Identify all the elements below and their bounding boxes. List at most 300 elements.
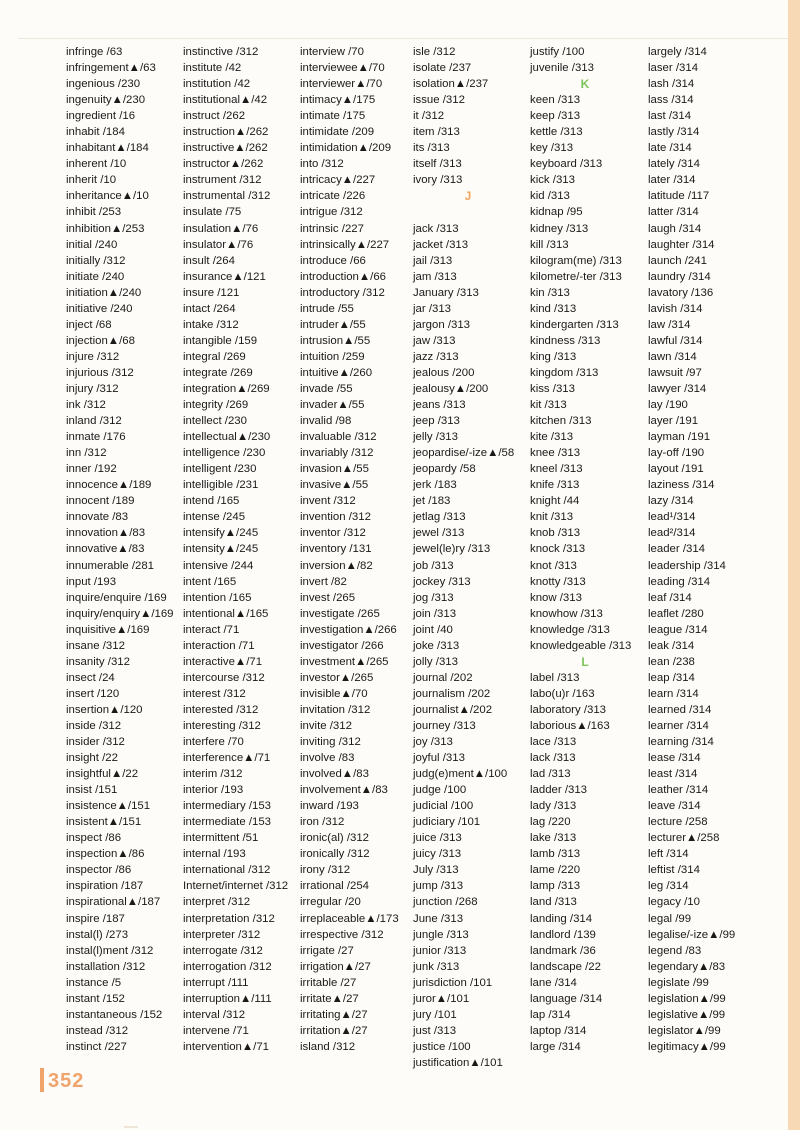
index-entry: issue /312 <box>413 94 465 107</box>
index-entry: laborious▲/163 <box>530 719 610 732</box>
index-entry: layman /191 <box>648 431 711 444</box>
index-entry: lamb /313 <box>530 848 581 861</box>
index-entry: legacy /10 <box>648 896 700 909</box>
index-entry: innovate /83 <box>66 511 129 524</box>
index-entry: journalist▲/202 <box>413 703 493 716</box>
index-entry: insert /120 <box>66 687 120 700</box>
index-entry: keyboard /313 <box>530 158 603 171</box>
index-entry: insurance▲/121 <box>183 270 266 283</box>
index-entry: journalism /202 <box>413 687 491 700</box>
section-letter: K <box>580 77 590 92</box>
index-entry: intervene /71 <box>183 1024 249 1037</box>
index-entry: kidnap /95 <box>530 206 583 219</box>
index-entry: jet /183 <box>413 495 451 508</box>
index-entry: leading /314 <box>648 575 711 588</box>
index-entry: invest /265 <box>300 591 356 604</box>
section-letter: L <box>581 654 589 669</box>
index-entry: insight /22 <box>66 752 118 765</box>
index-entry: initially /312 <box>66 254 126 267</box>
index-entry: inspector /86 <box>66 864 132 877</box>
index-entry: infringement▲/63 <box>66 62 156 75</box>
index-entry: kilometre/-ter /313 <box>530 270 622 283</box>
index-entry: jar /313 <box>413 302 451 315</box>
index-entry: justification▲/101 <box>413 1056 503 1069</box>
index-entry: knife /313 <box>530 479 580 492</box>
index-column-1 <box>66 44 174 1055</box>
index-entry: last /314 <box>648 110 692 123</box>
index-entry: itself /313 <box>413 158 462 171</box>
index-entry: interference▲/71 <box>183 752 271 765</box>
index-column-3 <box>300 44 399 1055</box>
index-entry: legend /83 <box>648 944 702 957</box>
index-entry: intend /165 <box>183 495 240 508</box>
index-entry: language /314 <box>530 992 603 1005</box>
index-entry: integrate /269 <box>183 366 253 379</box>
index-entry: jurisdiction /101 <box>413 976 493 989</box>
index-entry: it /312 <box>413 110 445 123</box>
index-entry: insightful▲/22 <box>66 768 139 781</box>
index-entry: least /314 <box>648 768 698 781</box>
index-entry: largely /314 <box>648 46 707 58</box>
index-entry: intrusion▲/55 <box>300 334 371 347</box>
index-entry: insistent▲/151 <box>66 816 142 829</box>
index-entry: interviewer▲/70 <box>300 78 383 91</box>
index-entry: jaw /313 <box>413 334 456 347</box>
index-entry: interview /70 <box>300 46 364 58</box>
index-entry: journey /313 <box>413 719 476 732</box>
index-entry: innovation▲/83 <box>66 527 146 540</box>
index-entry: inherent /10 <box>66 158 127 171</box>
index-entry: intricacy▲/227 <box>300 174 376 187</box>
index-entry: institution /42 <box>183 78 251 91</box>
index-entry: June /313 <box>413 912 464 925</box>
index-entry: interest /312 <box>183 687 246 700</box>
index-entry: instructive▲/262 <box>183 142 268 155</box>
index-entry: lace /313 <box>530 736 577 749</box>
index-entry: invitation /312 <box>300 703 371 716</box>
index-entry: interpretation /312 <box>183 912 275 925</box>
index-entry: leg /314 <box>648 880 689 893</box>
index-entry: inhibition▲/253 <box>66 222 145 235</box>
index-entry: intimidation▲/209 <box>300 142 392 155</box>
index-entry: knee /313 <box>530 447 581 460</box>
index-entry: invaluable /312 <box>300 431 377 444</box>
index-entry: integration▲/269 <box>183 382 270 395</box>
index-entry: July /313 <box>413 864 459 877</box>
index-column-6 <box>648 44 735 1055</box>
index-entry: intricate /226 <box>300 190 366 203</box>
index-entry: kneel /313 <box>530 463 583 476</box>
index-entry: lead¹/314 <box>648 511 696 524</box>
index-entry: intentional▲/165 <box>183 607 269 620</box>
index-entry: lane /314 <box>530 976 577 989</box>
index-entry: irritate▲/27 <box>300 992 359 1005</box>
index-entry: junk /313 <box>413 960 460 973</box>
index-entry: instance /5 <box>66 976 122 989</box>
index-entry: judge /100 <box>413 784 467 797</box>
index-entry: lad /313 <box>530 768 571 781</box>
index-entry: insist /151 <box>66 784 118 797</box>
index-entry: input /193 <box>66 575 117 588</box>
index-entry: intelligent /230 <box>183 463 257 476</box>
index-entry: intrinsic /227 <box>300 222 364 235</box>
index-entry: its /313 <box>413 142 450 155</box>
index-entry: intensive /244 <box>183 559 254 572</box>
index-entry: irregular /20 <box>300 896 361 909</box>
index-entry: international /312 <box>183 864 271 877</box>
index-entry: jealousy▲/200 <box>413 382 489 395</box>
index-entry: just /313 <box>413 1024 457 1037</box>
index-entry: labo(u)r /163 <box>530 687 595 700</box>
index-entry: laziness /314 <box>648 479 715 492</box>
section-gap <box>413 204 523 220</box>
index-entry: intellectual▲/230 <box>183 431 271 444</box>
index-entry: joke /313 <box>413 639 460 652</box>
index-entry: irritable /27 <box>300 976 357 989</box>
index-entry: kind /313 <box>530 302 577 315</box>
index-entry: initial /240 <box>66 238 118 251</box>
index-entry: investigate /265 <box>300 607 380 620</box>
index-entry: inmate /176 <box>66 431 126 444</box>
page-edge-strip <box>788 0 800 1130</box>
index-entry: learning /314 <box>648 736 714 749</box>
index-entry: legitimacy▲/99 <box>648 1040 726 1053</box>
index-entry: intangible /159 <box>183 334 258 347</box>
index-entry: intrude /55 <box>300 302 354 315</box>
index-entry: inquisitive▲/169 <box>66 623 150 636</box>
index-column-2 <box>183 44 288 1055</box>
index-entry: irreplaceable▲/173 <box>300 912 399 925</box>
index-entry: judg(e)ment▲/100 <box>413 768 508 781</box>
index-entry: Internet/internet /312 <box>183 880 289 893</box>
index-entry: knit /313 <box>530 511 574 524</box>
index-entry: inland /312 <box>66 415 122 428</box>
index-entry: lawful /314 <box>648 334 703 347</box>
index-entry: intercourse /312 <box>183 671 265 684</box>
index-entry: instantaneous /152 <box>66 1008 163 1021</box>
index-entry: invasive▲/55 <box>300 479 369 492</box>
index-entry: kettle /313 <box>530 126 583 139</box>
index-entry: justice /100 <box>413 1040 471 1053</box>
index-entry: interior /193 <box>183 784 244 797</box>
index-entry: joy /313 <box>413 736 453 749</box>
index-entry: legislator▲/99 <box>648 1024 721 1037</box>
index-entry: juvenile /313 <box>530 62 594 75</box>
index-entry: irrespective /312 <box>300 928 384 941</box>
index-entry: lazy /314 <box>648 495 694 508</box>
index-entry: ironic(al) /312 <box>300 832 370 845</box>
index-entry: join /313 <box>413 607 457 620</box>
index-entry: inspect /86 <box>66 832 122 845</box>
index-entry: inversion▲/82 <box>300 559 373 572</box>
index-entry: infringe /63 <box>66 46 123 58</box>
index-entry: jail /313 <box>413 254 453 267</box>
index-entry: league /314 <box>648 623 708 636</box>
index-entry: irrigation▲/27 <box>300 960 371 973</box>
index-entry: interviewee▲/70 <box>300 62 385 75</box>
index-entry: lean /238 <box>648 655 695 668</box>
index-entry: kiss /313 <box>530 382 575 395</box>
index-entry: inquire/enquire /169 <box>66 591 167 604</box>
index-entry: jeep /313 <box>413 415 460 428</box>
index-entry: knob /313 <box>530 527 581 540</box>
index-entry: instal(l) /273 <box>66 928 129 941</box>
index-entry: kindness /313 <box>530 334 601 347</box>
index-entry: injection▲/68 <box>66 334 135 347</box>
index-entry: installation /312 <box>66 960 146 973</box>
index-entry: judicial /100 <box>413 800 474 813</box>
index-entry: intrinsically▲/227 <box>300 238 390 251</box>
index-entry: inhibit /253 <box>66 206 122 219</box>
index-entry: lame /220 <box>530 864 581 877</box>
index-entry: intimidate /209 <box>300 126 375 139</box>
index-entry: investigator /266 <box>300 639 384 652</box>
index-entry: lash /314 <box>648 78 695 91</box>
index-entry: joint /40 <box>413 623 453 636</box>
index-entry: internal /193 <box>183 848 246 861</box>
index-entry: laugh /314 <box>648 222 702 235</box>
index-entry: instrumental /312 <box>183 190 271 203</box>
index-entry: jazz /313 <box>413 350 459 363</box>
index-entry: invite /312 <box>300 719 352 732</box>
index-entry: intense /245 <box>183 511 246 524</box>
page-number: 352 <box>48 1070 85 1092</box>
index-entry: jelly /313 <box>413 431 458 444</box>
index-entry: leave /314 <box>648 800 701 813</box>
index-entry: judiciary /101 <box>413 816 481 829</box>
index-entry: innocence▲/189 <box>66 479 152 492</box>
index-entry: ingenuity▲/230 <box>66 94 146 107</box>
index-entry: knight /44 <box>530 495 580 508</box>
index-entry: interact /71 <box>183 623 240 636</box>
index-entry: laundry /314 <box>648 270 711 283</box>
index-entry: legal /99 <box>648 912 692 925</box>
index-entry: lack /313 <box>530 752 576 765</box>
index-entry: jewel /313 <box>413 527 465 540</box>
index-entry: insult /264 <box>183 254 235 267</box>
index-entry: ink /312 <box>66 399 106 412</box>
index-entry: inner /192 <box>66 463 117 476</box>
index-entry: interesting /312 <box>183 719 261 732</box>
index-entry: interpret /312 <box>183 896 251 909</box>
index-entry: jargon /313 <box>413 318 470 331</box>
index-entry: leaflet /280 <box>648 607 704 620</box>
index-entry: label /313 <box>530 671 580 684</box>
bottom-dash <box>124 1126 138 1128</box>
index-entry: ingredient /16 <box>66 110 136 123</box>
index-entry: lady /313 <box>530 800 577 813</box>
index-entry: invade /55 <box>300 382 353 395</box>
index-entry: lecturer▲/258 <box>648 832 720 845</box>
index-entry: insistence▲/151 <box>66 800 151 813</box>
index-entry: learned /314 <box>648 703 712 716</box>
index-entry: instant /152 <box>66 992 125 1005</box>
index-entry: inspirational▲/187 <box>66 896 161 909</box>
index-entry: kite /313 <box>530 431 574 444</box>
index-entry: insulation▲/76 <box>183 222 259 235</box>
index-entry: intention /165 <box>183 591 252 604</box>
index-entry: large /314 <box>530 1040 581 1053</box>
index-entry: interactive▲/71 <box>183 655 263 668</box>
index-entry: invisible▲/70 <box>300 687 368 700</box>
index-entry: knowledgeable /313 <box>530 639 632 652</box>
index-entry: invader▲/55 <box>300 399 365 412</box>
index-entry: lately /314 <box>648 158 700 171</box>
index-entry: insect /24 <box>66 671 115 684</box>
index-entry: integrity /269 <box>183 399 249 412</box>
index-entry: inn /312 <box>66 447 107 460</box>
index-entry: keep /313 <box>530 110 581 123</box>
index-entry: injurious /312 <box>66 366 134 379</box>
index-entry: insertion▲/120 <box>66 703 143 716</box>
index-entry: innocent /189 <box>66 495 135 508</box>
index-entry: jack /313 <box>413 222 459 235</box>
index-entry: invalid /98 <box>300 415 352 428</box>
index-entry: insider /312 <box>66 736 125 749</box>
index-entry: lamp /313 <box>530 880 581 893</box>
index-entry: intrigue /312 <box>300 206 363 219</box>
index-entry: institute /42 <box>183 62 242 75</box>
index-entry: kingdom /313 <box>530 366 599 379</box>
index-entry: leftist /314 <box>648 864 700 877</box>
index-entry: interaction /71 <box>183 639 255 652</box>
index-entry: leader /314 <box>648 543 705 556</box>
index-entry: January /313 <box>413 286 479 299</box>
index-column-4 <box>413 44 523 1071</box>
index-entry: kick /313 <box>530 174 575 187</box>
index-entry: jerk /183 <box>413 479 457 492</box>
index-entry: laughter /314 <box>648 238 715 251</box>
index-entry: jockey /313 <box>413 575 471 588</box>
index-entry: irrigate /27 <box>300 944 354 957</box>
index-entry: introduce /66 <box>300 254 366 267</box>
index-entry: intermittent /51 <box>183 832 259 845</box>
index-entry: insulate /75 <box>183 206 242 219</box>
index-entry: interruption▲/111 <box>183 992 272 1005</box>
index-entry: instinct /227 <box>66 1040 127 1053</box>
index-entry: leaf /314 <box>648 591 692 604</box>
index-entry: involved▲/83 <box>300 768 369 781</box>
index-entry: knowledge /313 <box>530 623 610 636</box>
index-entry: kit /313 <box>530 399 567 412</box>
index-entry: landscape /22 <box>530 960 601 973</box>
index-entry: jacket /313 <box>413 238 469 251</box>
index-entry: inject /68 <box>66 318 112 331</box>
index-entry: inhabit /184 <box>66 126 125 139</box>
index-entry: inside /312 <box>66 719 122 732</box>
index-entry: interrupt /111 <box>183 976 249 989</box>
index-entry: injure /312 <box>66 350 120 363</box>
index-entry: learn /314 <box>648 687 699 700</box>
index-entry: lawsuit /97 <box>648 366 702 379</box>
index-entry: inspire /187 <box>66 912 125 925</box>
index-entry: lay /190 <box>648 399 688 412</box>
index-entry: kid /313 <box>530 190 570 203</box>
index-entry: intermediary /153 <box>183 800 272 813</box>
index-entry: kill /313 <box>530 238 569 251</box>
index-entry: law /314 <box>648 318 691 331</box>
index-entry: isle /312 <box>413 46 456 58</box>
index-entry: joyful /313 <box>413 752 465 765</box>
index-entry: invariably /312 <box>300 447 374 460</box>
index-entry: instrument /312 <box>183 174 262 187</box>
index-entry: journal /202 <box>413 671 473 684</box>
index-entry: inventor /312 <box>300 527 366 540</box>
index-entry: initiation▲/240 <box>66 286 142 299</box>
index-entry: juicy /313 <box>413 848 462 861</box>
index-entry: justify /100 <box>530 46 585 58</box>
index-entry: kidney /313 <box>530 222 589 235</box>
index-entry: leather /314 <box>648 784 709 797</box>
index-entry: legendary▲/83 <box>648 960 726 973</box>
index-entry: intuitive▲/260 <box>300 366 373 379</box>
index-entry: inspection▲/86 <box>66 848 145 861</box>
index-entry: keen /313 <box>530 94 581 107</box>
index-entry: laser /314 <box>648 62 699 75</box>
index-entry: invent /312 <box>300 495 356 508</box>
index-entry: jury /101 <box>413 1008 457 1021</box>
index-entry: lastly /314 <box>648 126 700 139</box>
index-entry: leak /314 <box>648 639 695 652</box>
index-entry: intuition /259 <box>300 350 365 363</box>
index-entry: inquiry/enquiry▲/169 <box>66 607 174 620</box>
index-entry: intermediate /153 <box>183 816 272 829</box>
index-entry: intact /264 <box>183 302 236 315</box>
section-letter: J <box>464 189 472 204</box>
index-entry: layer /191 <box>648 415 699 428</box>
index-entry: insulator▲/76 <box>183 238 254 251</box>
index-entry: king /313 <box>530 350 577 363</box>
index-entry: inhabitant▲/184 <box>66 142 149 155</box>
index-entry: innovative▲/83 <box>66 543 145 556</box>
index-entry: interrogate /312 <box>183 944 263 957</box>
index-entry: lavatory /136 <box>648 286 714 299</box>
index-entry: leap /314 <box>648 671 695 684</box>
index-entry: instead /312 <box>66 1024 129 1037</box>
index-entry: juror▲/101 <box>413 992 470 1005</box>
index-entry: intensity▲/245 <box>183 543 259 556</box>
index-entry: institutional▲/42 <box>183 94 268 107</box>
index-entry: jeopardy /58 <box>413 463 476 476</box>
index-entry: landing /314 <box>530 912 593 925</box>
index-entry: invert /82 <box>300 575 347 588</box>
index-entry: inviting /312 <box>300 736 361 749</box>
index-entry: latitude /117 <box>648 190 710 203</box>
index-entry: jump /313 <box>413 880 464 893</box>
index-entry: invention /312 <box>300 511 371 524</box>
index-entry: interim /312 <box>183 768 243 781</box>
index-entry: interfere /70 <box>183 736 244 749</box>
index-entry: intervention▲/71 <box>183 1040 269 1053</box>
index-entry: irrational /254 <box>300 880 370 893</box>
index-entry: kin /313 <box>530 286 570 299</box>
index-entry: lawn /314 <box>648 350 697 363</box>
index-entry: investment▲/265 <box>300 655 389 668</box>
index-entry: later /314 <box>648 174 696 187</box>
index-entry: leadership /314 <box>648 559 726 572</box>
index-entry: jealous /200 <box>413 366 475 379</box>
index-entry: intensify▲/245 <box>183 527 259 540</box>
index-entry: instinctive /312 <box>183 46 259 58</box>
index-entry: lawyer /314 <box>648 382 707 395</box>
index-entry: juice /313 <box>413 832 462 845</box>
index-entry: irony /312 <box>300 864 351 877</box>
index-entry: know /313 <box>530 591 582 604</box>
index-entry: invasion▲/55 <box>300 463 369 476</box>
index-entry: jewel(le)ry /313 <box>413 543 491 556</box>
index-entry: lease /314 <box>648 752 701 765</box>
index-entry: inspiration /187 <box>66 880 144 893</box>
